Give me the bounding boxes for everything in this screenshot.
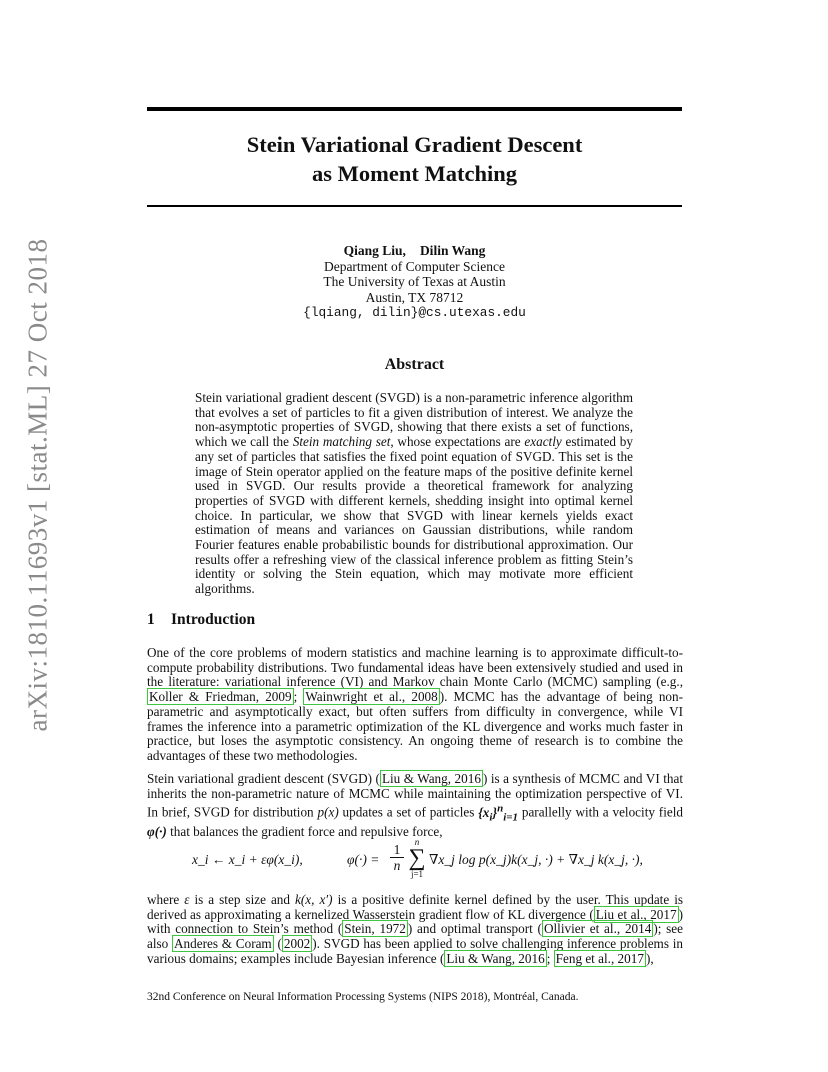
citation-link[interactable]: Stein, 1972 [344,921,406,937]
abstract-heading: Abstract [384,356,445,373]
equation-lhs: φ(·) = [347,852,380,867]
paragraph-text: ( [273,936,282,952]
equation-rhs: ∇x_j log p(x_j)k(x_j, ·) + ∇x_j k(x_j, ·), [429,852,643,867]
title-line-2: as Moment Matching [312,161,517,186]
math-set-sup: n [497,802,504,815]
math-px: p(x) [317,804,339,820]
section-title: Introduction [171,611,256,628]
paragraph-text: ). MCMC has the advantage of being non-parametric and asymptotically exact, but often suffers from difficulty in convergence, while VI frames the inference into a parametric optimization of the KL divergence and works much faster in practice, but loses the asymptotic consistency. An ongoing theme of research is to combine the advantages of these two methodologies. [147,689,684,763]
citation-link[interactable]: Ollivier et al., 2014 [543,921,652,937]
paragraph-text: ), [645,950,654,966]
fraction-numerator: 1 [390,843,404,858]
abstract-text: , whose expectations are [390,434,525,450]
citation-link[interactable]: Wainwright et al., 2008 [305,689,438,705]
math-particle-set [478,802,519,824]
paragraph-text: updates a set of particles [338,804,479,820]
abstract-text: Stein variational gradient descent (SVGD) is a non-parametric inference algorithm that evolves a set of particles to fit a given distribution of interest. We analyze the non-asymptotic properties of SVGD, showing that there exists a set of functions, which we call the [195,390,633,450]
paragraph-text: that balances the gradient force and repulsive force, [166,824,443,840]
section-heading [147,611,255,629]
paragraph-text: is a positive definite kernel defined by the user. This update is derived as approximating a kernelized Wasserstein gradient flow of KL divergence ( [147,892,684,922]
paragraph-text: where [147,892,185,907]
citation-link[interactable]: 2002 [283,936,311,952]
equation-update-rule: x_i ← x_i + εφ(x_i), [192,852,303,867]
summation-symbol [407,837,427,879]
author-block [147,243,682,321]
fraction-denominator: n [393,858,401,873]
intro-paragraph-1 [147,646,683,764]
math-set-sub: i=1 [503,811,519,824]
title-bottom-rule [147,205,682,207]
paragraph-text: ; [546,950,554,966]
intro-paragraph-2 [147,772,683,840]
citation-link[interactable]: Feng et al., 2017 [555,950,644,966]
citation-link[interactable]: Koller & Friedman, 2009 [149,689,292,705]
paragraph-text: ). SVGD has been applied to solve challenging inference problems in various domains; examples include Bayesian inference ( [147,936,683,966]
paragraph-text: ) is a synthesis of MCMC and VI that inherits the non-parametric nature of MCMC while maintaining the optimization perspective of VI. In brief, SVGD for distribution [147,771,684,820]
author-university: The University of Texas at Austin [323,274,506,290]
sum-sigma: ∑ [408,845,426,871]
svgd-update-equation [147,837,683,886]
intro-paragraph-3 [147,893,683,967]
abstract-emphasis: exactly [524,434,562,450]
arxiv-stamp-text: arXiv:1810.11693v1 [stat.ML] 27 Oct 2018 [22,238,53,732]
math-set-open: {x [478,804,490,820]
math-epsilon: ε [184,892,190,907]
title-top-rule [147,107,682,111]
citation-link[interactable]: Anderes & Coram [174,936,272,952]
equation-velocity-field [347,837,683,886]
equation-fraction [390,843,404,874]
author-names [147,243,682,259]
conference-footer: 32nd Conference on Neural Information Processing Systems (NIPS 2018), Montréal, Canada. [147,991,579,1003]
sum-lower-limit: j=1 [410,869,424,879]
author-department: Department of Computer Science [323,258,506,274]
abstract-body [195,391,633,597]
author-email: {lqiang, dilin}@cs.utexas.edu [303,305,526,321]
paragraph-text: ); see also [147,921,683,952]
paragraph-text: Stein variational gradient descent (SVGD) ( [147,771,380,786]
math-kernel: k(x, x′) [295,892,333,907]
math-set-close: } [492,804,498,820]
author-name-2: Dilin Wang [419,243,486,258]
section-number: 1 [147,611,155,628]
math-phi: φ(·) [147,824,167,840]
paragraph-text: One of the core problems of modern statistics and machine learning is to approximate difficult-to-compute probability distributions. Two fundamental ideas have been extensively studied and used in the literature: variational inference (VI) and Markov chain Monte Carlo (MCMC) sampling (e.g., [147,645,683,690]
math-set-index: i [489,811,493,824]
arxiv-stamp [18,0,58,1072]
paragraph-text: ) and optimal transport ( [407,921,542,937]
author-name-1: Qiang Liu, [343,243,406,258]
paper-title [147,130,682,188]
paragraph-text: ) with connection to Stein’s method ( [147,906,683,937]
paragraph-text: parallelly with a velocity field [518,804,683,820]
author-city: Austin, TX 78712 [365,289,464,305]
paragraph-text: is a step size and [189,892,296,907]
citation-link[interactable]: Liu & Wang, 2016 [381,771,481,786]
citation-link[interactable]: Liu & Wang, 2016 [446,950,545,966]
title-line-1: Stein Variational Gradient Descent [246,132,583,157]
sum-upper-limit: n [414,837,420,847]
abstract-emphasis: Stein matching set [292,434,391,450]
paragraph-text: ; [293,689,304,705]
abstract-text: estimated by any set of particles that satisfies the fixed point equation of SVGD. This set is the image of Stein operator applied on the feature maps of the positive definite kernel used in SVGD. Our results provide a theoretical framework for analyzing properties of SVGD with different kernels, shedding insight into optimal kernel choice. In particular, we show that SVGD with linear kernels yields exact estimation of means and variances on Gaussian distributions, while random Fourier features enable probabilistic bounds for distributional approximation. Our results offer a refreshing view of the classical inference problem as fitting Stein’s identity or solving the Stein equation, which may motivate more efficient algorithms. [195,434,633,597]
citation-link[interactable]: Liu et al., 2017 [595,906,677,922]
